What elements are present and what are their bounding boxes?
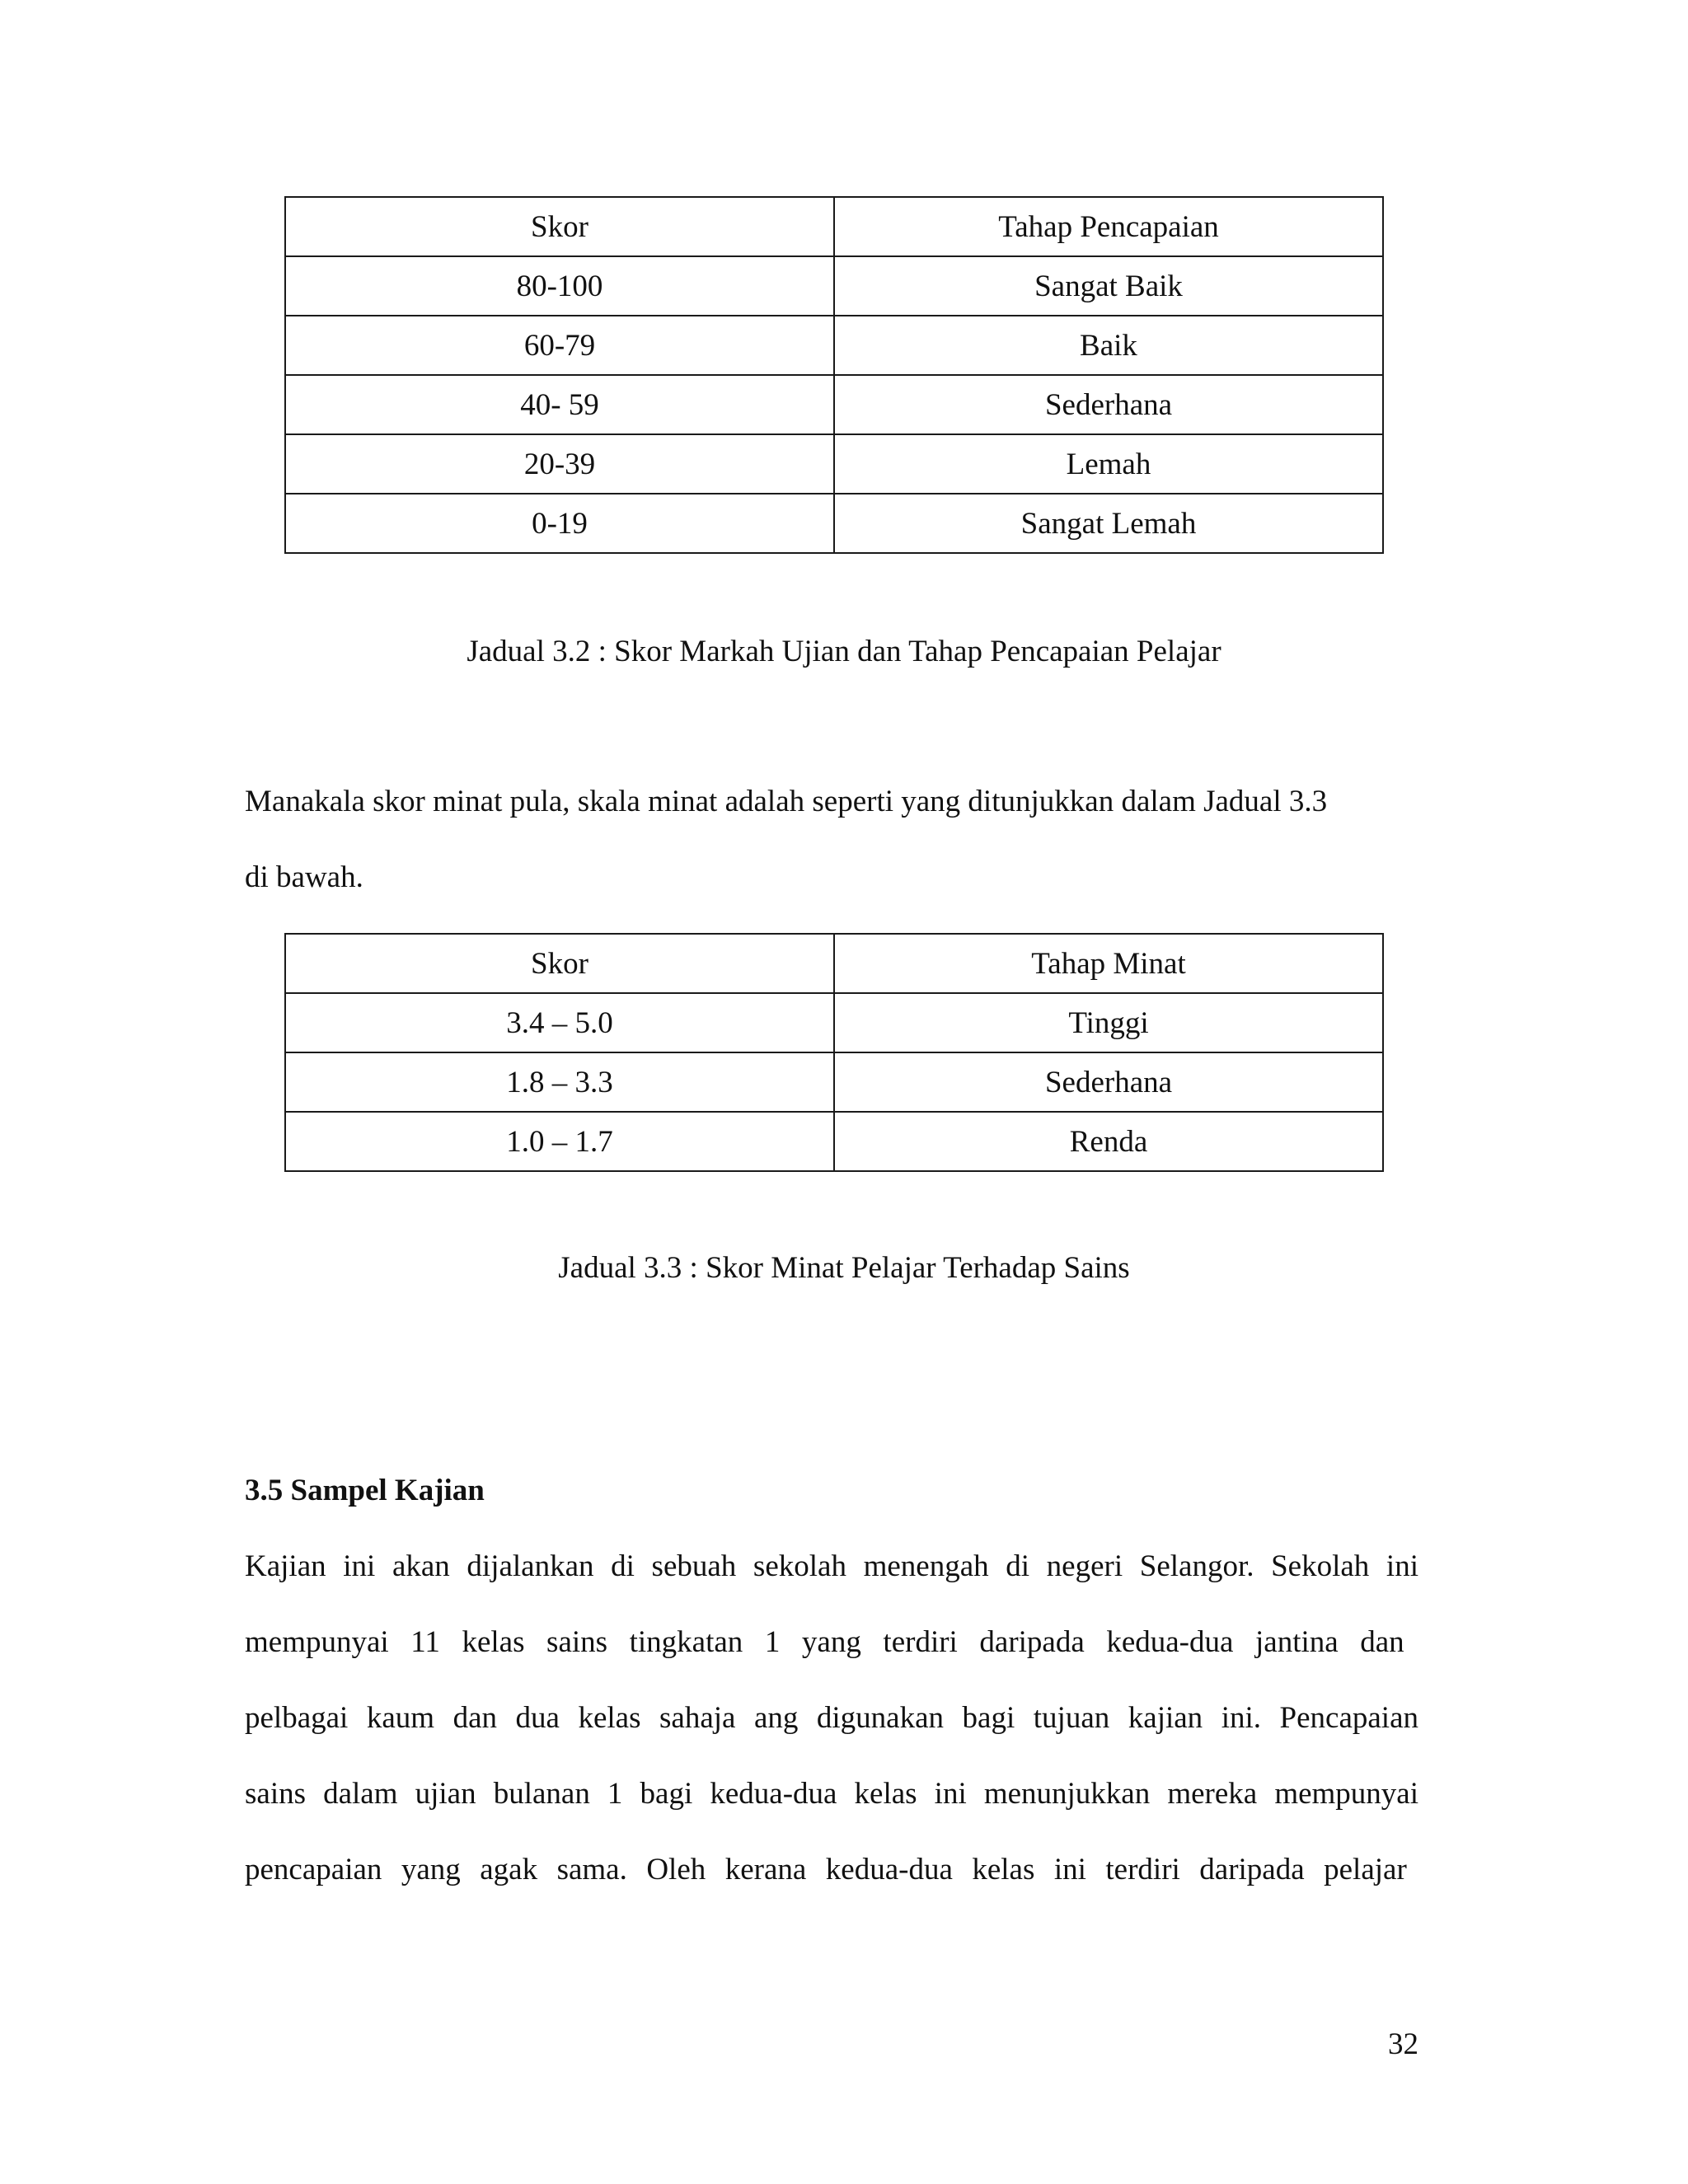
section-paragraph: [245, 1529, 1418, 1908]
table-cell-score: 80-100: [285, 256, 834, 316]
paragraph-line: mempunyai 11 kelas sains tingkatan 1 yang terdiri daripada kedua-dua jantina dan: [245, 1625, 1404, 1659]
table-cell-level: Lemah: [834, 434, 1383, 494]
table-cell-level: Sangat Baik: [834, 256, 1383, 316]
table-header-row: [285, 197, 1383, 256]
paragraph-line: Kajian ini akan dijalankan di sebuah sekolah menengah di negeri Selangor. Sekolah ini: [245, 1549, 1418, 1583]
table-cell-score: 1.8 – 3.3: [285, 1052, 834, 1112]
table-header-cell: Tahap Pencapaian: [834, 197, 1383, 256]
section-heading: 3.5 Sampel Kajian: [245, 1474, 485, 1507]
table-cell-level: Sangat Lemah: [834, 494, 1383, 553]
table-row: [285, 256, 1383, 316]
table-header-row: [285, 934, 1383, 993]
paragraph-line: sains dalam ujian bulanan 1 bagi kedua-dua kelas ini menunjukkan mereka mempunyai: [245, 1777, 1418, 1811]
table-row: [285, 316, 1383, 375]
table-header-cell: Skor: [285, 197, 834, 256]
table-row: [285, 1052, 1383, 1112]
table-row: [285, 434, 1383, 494]
table-cell-level: Sederhana: [834, 1052, 1383, 1112]
paragraph-line: di bawah.: [245, 860, 363, 894]
table-header-cell: Tahap Minat: [834, 934, 1383, 993]
intro-paragraph: [245, 764, 1418, 916]
paragraph-line: pencapaian yang agak sama. Oleh kerana kedua-dua kelas ini terdiri daripada pelajar: [245, 1853, 1407, 1886]
table-row: [285, 993, 1383, 1052]
page-number: 32: [1388, 2027, 1418, 2061]
table-row: [285, 375, 1383, 434]
table-header-cell: Skor: [285, 934, 834, 993]
table-cell-score: 20-39: [285, 434, 834, 494]
table-cell-level: Tinggi: [834, 993, 1383, 1052]
table-cell-score: 0-19: [285, 494, 834, 553]
table-caption: Jadual 3.2 : Skor Markah Ujian dan Tahap Pencapaian Pelajar: [467, 635, 1221, 668]
table-cell-level: Renda: [834, 1112, 1383, 1171]
paragraph-line: Manakala skor minat pula, skala minat adalah seperti yang ditunjukkan dalam Jadual 3.3: [245, 785, 1328, 818]
table-achievement-scores: [284, 196, 1384, 554]
table-interest-scores: [284, 933, 1384, 1172]
table-cell-score: 40- 59: [285, 375, 834, 434]
table-row: [285, 1112, 1383, 1171]
table-cell-level: Baik: [834, 316, 1383, 375]
table-cell-score: 3.4 – 5.0: [285, 993, 834, 1052]
paragraph-line: pelbagai kaum dan dua kelas sahaja ang digunakan bagi tujuan kajian ini. Pencapaian: [245, 1701, 1418, 1735]
table-cell-score: 60-79: [285, 316, 834, 375]
table-cell-level: Sederhana: [834, 375, 1383, 434]
table-caption: Jadual 3.3 : Skor Minat Pelajar Terhadap Sains: [558, 1251, 1130, 1285]
table-row: [285, 494, 1383, 553]
table-cell-score: 1.0 – 1.7: [285, 1112, 834, 1171]
